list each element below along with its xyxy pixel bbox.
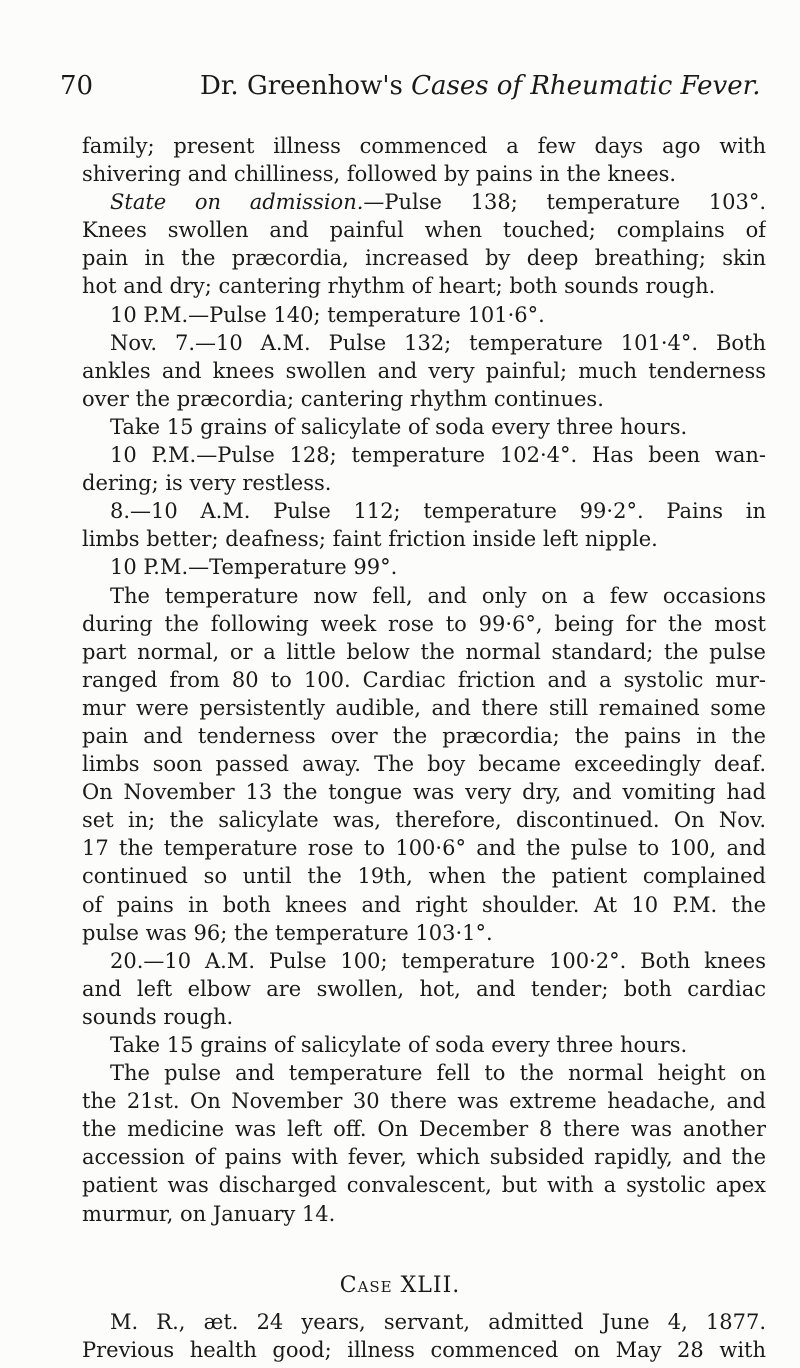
text-line: family; present illness commenced a few days ago with [82,134,766,158]
text-line: the 21st. On November 30 there was extreme headache, and [82,1089,766,1114]
text-line: hot and dry; cantering rhythm of heart; both sounds rough. [82,274,716,299]
text-line: Knees swollen and painful when touched; complains of [82,218,766,243]
text-line: M. R., æt. 24 years, servant, admitted June 4, 1877. [110,1310,766,1334]
text-line: On November 13 the tongue was very dry, and vomiting had [82,780,766,805]
state-on-admission-label: State on admission. [110,190,364,215]
running-title-italic: Cases of Rheumatic Fever. [411,71,761,101]
page-number: 70 [60,71,94,101]
text-line: during the following week rose to 99·6°, being for the most [82,611,766,636]
text-line: 10 P.M.—Pulse 128; temperature 102·4°. Has been wan- [110,443,766,468]
text-line: 10 P.M.—Pulse 140; temperature 101·6°. [110,302,545,327]
running-title-author: Dr. Greenhow's [200,71,412,101]
case-text [82,1308,766,1364]
text-line: of pains in both knees and right shoulder. At 10 P.M. the [82,892,766,917]
text-line: 17 the temperature rose to 100·6° and the pulse to 100, and [82,836,766,861]
text-line: mur were persistently audible, and there still remained some [82,695,766,720]
text-line: pain in the præcordia, increased by deep breathing; skin [82,246,766,271]
text-line: limbs soon passed away. The boy became exceedingly deaf. [82,752,766,777]
body-text [82,132,766,1228]
text-line: 20.—10 A.M. Pulse 100; temperature 100·2°. Both knees [110,948,766,973]
text-line: ankles and knees swollen and very painful; much tenderness [82,358,766,383]
text-line: patient was discharged convalescent, but with a systolic apex [82,1173,766,1198]
text-line: pulse was 96; the temperature 103·1°. [82,920,493,945]
text-line: set in; the salicylate was, therefore, discontinued. On Nov. [82,808,766,833]
running-title [200,64,760,108]
text-line: part normal, or a little below the normal standard; the pulse [82,639,766,664]
case-heading: Case XLII. [339,1273,461,1298]
running-head [60,64,760,108]
text-line: Take 15 grains of salicylate of soda every three hours. [110,1033,688,1057]
text-line: Take 15 grains of salicylate of soda every three hours. [110,414,688,439]
text-line: Previous health good; illness commenced on May 28 with [82,1338,766,1363]
text-line: accession of pains with fever, which subsided rapidly, and the [82,1145,766,1170]
text-line: pain and tenderness over the præcordia; the pains in the [82,723,766,748]
text-line: continued so until the 19th, when the patient complained [82,864,766,889]
state-on-admission-text: —Pulse 138; temperature 103°. [363,190,766,215]
text-line: The pulse and temperature fell to the normal height on [110,1061,766,1086]
text-line: 10 P.M.—Temperature 99°. [110,555,398,580]
text-line: sounds rough. [82,1004,234,1029]
text-line: Nov. 7.—10 A.M. Pulse 132; temperature 101·4°. Both [110,330,766,355]
text-line: murmur, on January 14. [82,1201,336,1226]
text-line: 8.—10 A.M. Pulse 112; temperature 99·2°. Pains in [110,499,766,524]
text-line: The temperature now fell, and only on a few occasions [110,583,766,608]
text-line: ranged from 80 to 100. Cardiac friction and a systolic mur- [82,667,766,692]
text-line [82,188,766,216]
text-line: limbs better; deafness; faint friction inside left nipple. [82,527,658,552]
text-line: and left elbow are swollen, hot, and tender; both cardiac [82,976,766,1001]
text-line: over the præcordia; cantering rhythm continues. [82,386,604,411]
text-line: shivering and chilliness, followed by pains in the knees. [82,162,677,187]
text-line: the medicine was left off. On December 8 there was another [82,1117,766,1142]
text-line: dering; is very restless. [82,471,332,496]
